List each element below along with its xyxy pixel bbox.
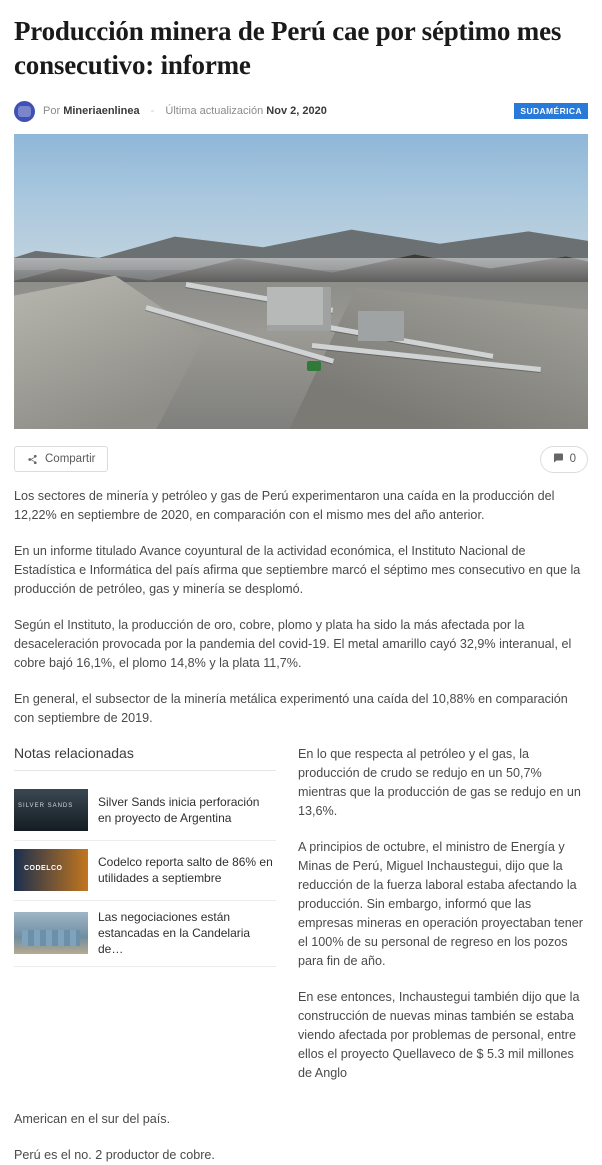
paragraph: En ese entonces, Inchaustegui también dijo que la construcción de nuevas minas también se estaba viendo afectada por problemas de personal, entre ellos el proyecto Quellaveco de $ 5.3 mil millones de Anglo (298, 990, 580, 1080)
thumbnail-image (14, 912, 88, 954)
action-bar (14, 445, 588, 473)
list-item-title: Las negociaciones están estancadas en la Candelaria de… (98, 910, 251, 956)
two-column-section (14, 745, 588, 1100)
thumbnail-image (14, 789, 88, 831)
paragraph: Perú es el no. 2 productor de cobre. (14, 1148, 215, 1162)
list-item[interactable] (14, 841, 276, 901)
thumbnail-image (14, 849, 88, 891)
paragraph: American en el sur del país. (14, 1112, 171, 1126)
list-item-title: Silver Sands inicia perforación en proyecto de Argentina (98, 795, 260, 825)
article-body (14, 487, 588, 728)
hero-processing-plant (358, 311, 404, 341)
byline-text (43, 105, 327, 117)
comment-count: 0 (569, 453, 576, 465)
hero-image (14, 134, 588, 429)
paragraph: A principios de octubre, el ministro de Energía y Minas de Perú, Miguel Inchaustegui, dijo que la reducción de la fuerza laboral estaba afectando la producción. Sin embargo, informó que las empresas mineras en operación proyectaban tener el 100% de su personal de regreso en los pozos para fin de año. (298, 840, 583, 968)
comment-button[interactable] (540, 446, 588, 473)
paragraph: Según el Instituto, la producción de oro, cobre, plomo y plata ha sido la más afectada por la desaceleración provocada por la pandemia del covid-19. El metal amarillo cayó 32,9% interanual, el cobre bajó 16,1%, el plomo 14,8% y la plata 11,7%. (14, 618, 572, 670)
hero-processing-plant (267, 287, 331, 331)
share-button-label: Compartir (45, 453, 96, 465)
article-page (0, 14, 602, 1162)
list-item-title: Codelco reporta salto de 86% en utilidades a septiembre (98, 855, 273, 885)
hero-green-patch (307, 361, 321, 371)
article-body-footer (14, 1110, 588, 1165)
update-label: Última actualización (165, 105, 264, 117)
list-item[interactable] (14, 781, 276, 841)
byline-prefix: Por (43, 105, 61, 117)
paragraph: Los sectores de minería y petróleo y gas de Perú experimentaron una caída en la producción del 12,22% en septiembre de 2020, en comparación con el mismo mes del año anterior. (14, 489, 555, 522)
comment-icon (552, 452, 564, 467)
byline-separator: - (150, 105, 155, 117)
share-button[interactable] (14, 446, 108, 472)
avatar (14, 101, 35, 122)
related-notes-title: Notas relacionadas (14, 745, 276, 771)
paragraph: En un informe titulado Avance coyuntural de la actividad económica, el Instituto Nacional de Estadística e Informática del país afirma que septiembre marcó el séptimo mes consecutivo en que la producción de petróleo, gas y minería se desplomó. (14, 544, 581, 596)
list-item[interactable] (14, 901, 276, 967)
publish-date: Nov 2, 2020 (266, 105, 327, 117)
page-title: Producción minera de Perú cae por séptimo mes consecutivo: informe (14, 16, 562, 80)
share-icon (27, 454, 38, 465)
paragraph: En general, el subsector de la minería metálica experimentó una caída del 10,88% en comparación con septiembre de 2019. (14, 692, 568, 725)
status-badge[interactable]: SUDAMÉRICA (514, 103, 588, 119)
article-body-continued (298, 745, 588, 1100)
byline (14, 100, 588, 122)
author-link[interactable]: Mineriaenlinea (63, 105, 140, 117)
related-notes-panel (14, 745, 276, 1100)
paragraph: En lo que respecta al petróleo y el gas, la producción de crudo se redujo en un 50,7% mientras que la producción de gas se redujo en un 13,6%. (298, 747, 581, 818)
